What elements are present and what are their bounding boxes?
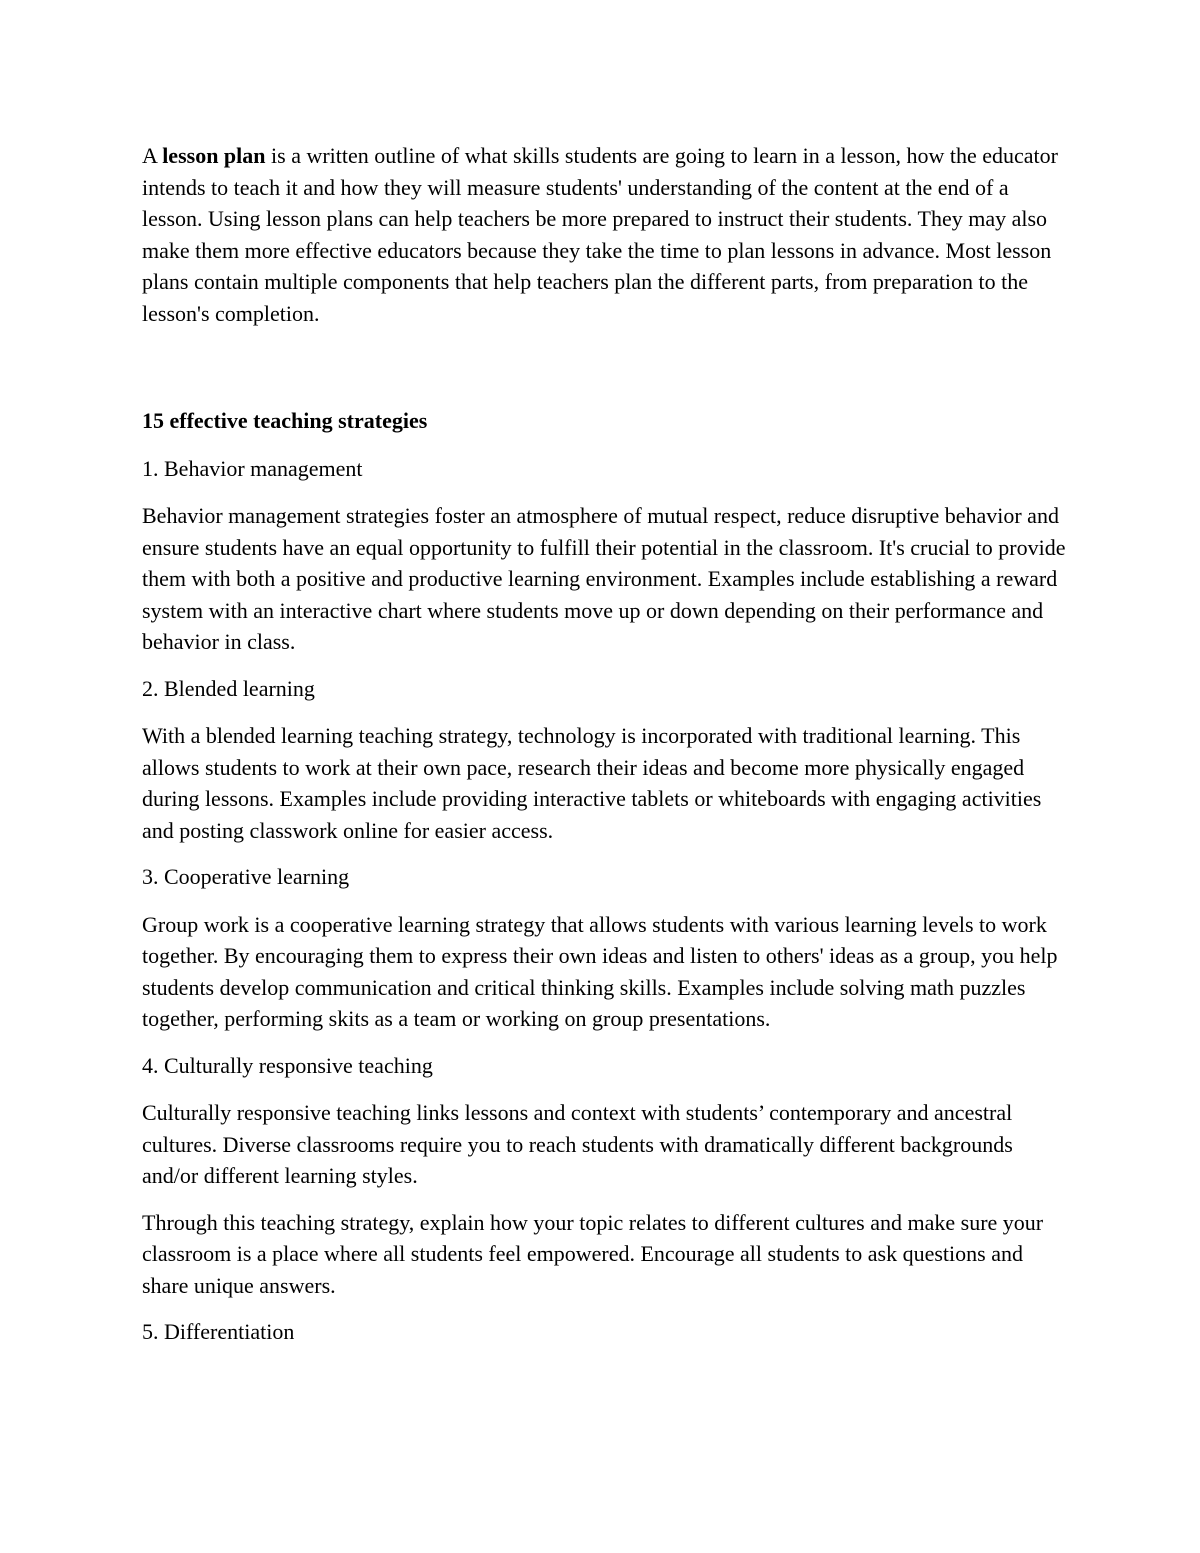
- strategy-title-blended-learning: 2. Blended learning: [142, 675, 315, 701]
- strategy-title-behavior-management: 1. Behavior management: [142, 455, 363, 481]
- strategy-paragraph-cooperative-learning: Group work is a cooperative learning strategy that allows students with various learning levels to work together. By encouraging them to express their own ideas and listen to others' ideas as a group, you help students develop communication and critical thinking skills. Examples include solving math puzzles together, performing skits as a team or working on group presentations.: [142, 911, 1058, 1031]
- document-page: [142, 140, 1072, 1364]
- intro-paragraph: [142, 140, 1072, 329]
- strategy-title-culturally-responsive-teaching: 4. Culturally responsive teaching: [142, 1052, 433, 1078]
- intro-lead: A: [142, 143, 163, 168]
- strategy-paragraph-blended-learning: With a blended learning teaching strategy, technology is incorporated with traditional learning. This allows students to work at their own pace, research their ideas and become more physically engaged during lessons. Examples include providing interactive tablets or whiteboards with engaging activities and posting classwork online for easier access.: [142, 723, 1042, 843]
- strategy-title-cooperative-learning: 3. Cooperative learning: [142, 864, 350, 889]
- strategy-paragraph-culturally-responsive-2: Through this teaching strategy, explain how your topic relates to different cultures and make sure your classroom is a place where all students feel empowered. Encourage all students to ask questions and share unique answers.: [142, 1209, 1044, 1298]
- intro-term: lesson plan: [162, 143, 266, 168]
- strategy-paragraph-behavior-management: Behavior management strategies foster an atmosphere of mutual respect, reduce disruptive behavior and ensure students have an equal opportunity to fulfill their potential in the classroom. It's crucial to provide them with both a positive and productive learning environment. Examples include establishing a reward system with an interactive chart where students move up or down depending on their performance and behavior in class.: [142, 503, 1066, 654]
- strategy-title-differentiation: 5. Differentiation: [142, 1319, 295, 1344]
- intro-text: is a written outline of what skills students are going to learn in a lesson, how the educator intends to teach it and how they will measure students' understanding of the content at the end of a lesson. Using lesson plans can help teachers be more prepared to instruct their students. They may also make them more effective educators because they take the time to plan lessons in advance. Most lesson plans contain multiple components that help teachers plan the different parts, from preparation to the lesson's completion.: [142, 143, 1058, 326]
- section-heading: 15 effective teaching strategies: [142, 408, 428, 433]
- strategy-paragraph-culturally-responsive-1: Culturally responsive teaching links lessons and context with students’ contemporary and ancestral cultures. Diverse classrooms require you to reach students with dramatically different backgrounds and/or different learning styles.: [142, 1100, 1013, 1188]
